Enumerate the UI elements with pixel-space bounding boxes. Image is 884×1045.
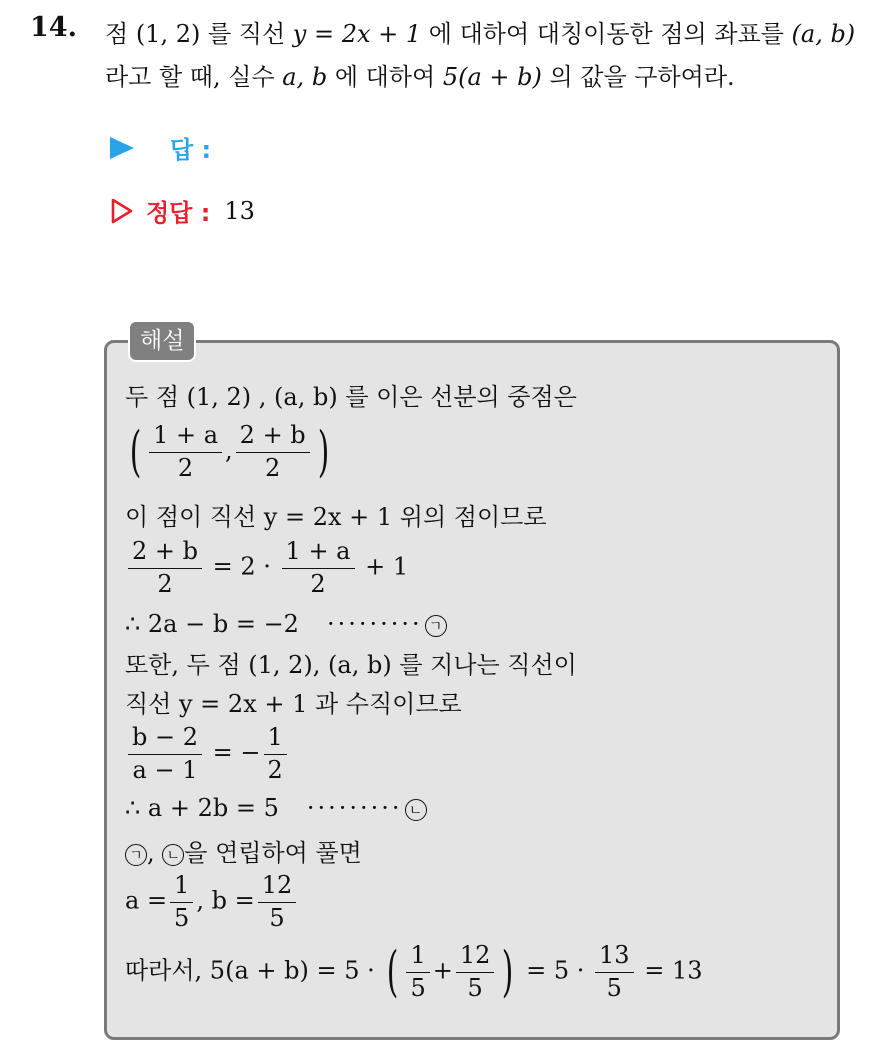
solution-line: 또한, 두 점 (1, 2), (a, b) 를 지나는 직선이	[125, 651, 577, 679]
circled-giyeok-icon: ㄱ	[425, 615, 447, 637]
fraction: $\frac{b - 2}{a - 1}$	[128, 724, 202, 784]
circled-nieun-icon: ㄴ	[162, 844, 184, 866]
fraction: $\frac{13}{5}$	[595, 942, 634, 1002]
solution-line: 두 점 (1, 2) , (a, b) 를 이은 선분의 중점은	[125, 383, 577, 411]
fraction: $\frac{1}{2}$	[264, 724, 287, 784]
point-ab: (a, b)	[791, 20, 856, 48]
right-paren: )	[317, 420, 330, 484]
target-expr: 5(a + b)	[442, 63, 542, 91]
question-line-2	[105, 57, 735, 92]
final-expression: 따라서, 5(a + b) = 5 · ( $\frac{1}{5}$ + $\frac{12}{5}$ ) = 5 · $\frac{13}{5}$ = 13	[125, 940, 703, 1004]
line-equation: y = 2x + 1	[292, 20, 422, 48]
fraction: $\frac{1 + a}{2}$	[149, 422, 222, 482]
circled-nieun-icon: ㄴ	[405, 799, 427, 821]
play-triangle-icon	[110, 137, 134, 159]
correct-answer-label: 정답 :	[146, 199, 211, 227]
midpoint-expression: ( $\frac{1 + a}{2}$ , $\frac{2 + b}{2}$ )	[129, 420, 330, 484]
answer-row	[110, 130, 211, 165]
solution-line: 직선 y = 2x + 1 과 수직이므로	[125, 690, 462, 718]
equation-2: $\frac{b - 2}{a - 1}$ = − $\frac{1}{2}$	[125, 724, 290, 784]
fraction: $\frac{1}{5}$	[170, 872, 193, 932]
fraction: $\frac{2 + b}{2}$	[236, 422, 310, 482]
correct-answer-value: 13	[224, 196, 255, 225]
vars-ab: a, b	[282, 63, 328, 91]
question-text: 점 (1, 2) 를 직선	[105, 20, 293, 48]
fraction: $\frac{12}{5}$	[258, 872, 297, 932]
circled-giyeok-icon: ㄱ	[125, 844, 147, 866]
fraction: $\frac{1 + a}{2}$	[282, 538, 355, 598]
question-text: 라고 할 때, 실수	[105, 63, 283, 91]
question-text: 에 대하여 대칭이동한 점의 좌표를	[421, 20, 792, 48]
solution-values: a = $\frac{1}{5}$ , b = $\frac{12}{5}$	[125, 872, 299, 932]
left-paren: (	[129, 420, 142, 484]
outline-triangle-icon	[110, 198, 134, 224]
fraction: $\frac{2 + b}{2}$	[128, 538, 202, 598]
solve-line: ㄱ , ㄴ 을 연립하여 풀면	[125, 833, 362, 868]
solution-tab: 해설	[128, 320, 196, 362]
question-number: 14.	[30, 12, 77, 43]
result-1: ∴ 2a − b = −2 ········· ㄱ	[125, 610, 447, 638]
result-2: ∴ a + 2b = 5 ········· ㄴ	[125, 794, 427, 822]
answer-label: 답 :	[170, 136, 212, 164]
correct-answer-row	[110, 193, 255, 228]
question-text: 에 대하여	[327, 63, 443, 91]
question-line-1	[105, 14, 855, 49]
fraction: $\frac{1}{5}$	[406, 942, 429, 1002]
fraction: $\frac{12}{5}$	[456, 942, 495, 1002]
question-text: 의 값을 구하여라.	[541, 63, 735, 91]
right-paren: )	[502, 940, 514, 1004]
solution-line: 이 점이 직선 y = 2x + 1 위의 점이므로	[125, 503, 547, 531]
equation-1: $\frac{2 + b}{2}$ = 2 · $\frac{1 + a}{2}$ + 1	[125, 538, 408, 598]
left-paren: (	[387, 940, 399, 1004]
